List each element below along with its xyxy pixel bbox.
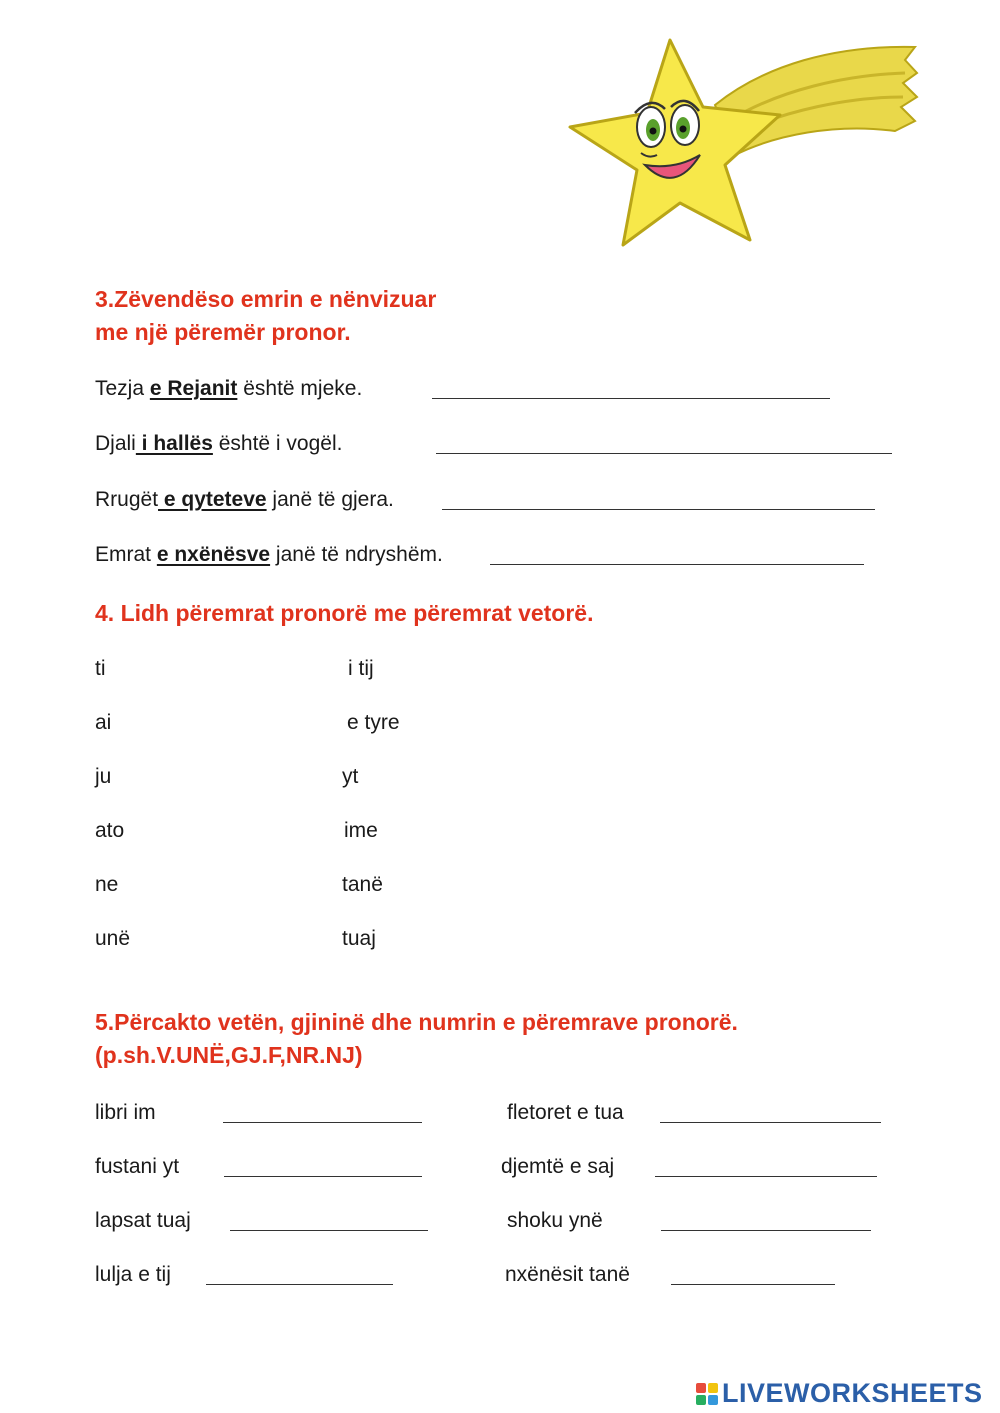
section3-title	[95, 283, 436, 349]
phrase-left-2: fustani yt	[95, 1155, 180, 1178]
match-left-5[interactable]: ne	[95, 873, 119, 896]
sentence-text: Emrat	[95, 543, 157, 566]
shooting-star-illustration	[565, 35, 925, 250]
match-left-1[interactable]: ti	[95, 657, 106, 680]
phrase-right-4: nxënësit tanë	[505, 1263, 630, 1286]
answer-line-2[interactable]	[436, 453, 892, 454]
answer-line-left-2[interactable]	[224, 1176, 422, 1177]
star-body	[570, 40, 780, 245]
sentence-1	[95, 377, 362, 401]
phrase-left-3: lapsat tuaj	[95, 1209, 191, 1232]
answer-line-right-1[interactable]	[660, 1122, 881, 1123]
answer-line-right-4[interactable]	[671, 1284, 835, 1285]
section3-title-line2: me një përemër pronor.	[95, 319, 351, 345]
logo-text: LIVEWORKSHEETS	[722, 1378, 983, 1408]
underlined-noun: i hallës	[135, 432, 213, 455]
match-right-4[interactable]: ime	[344, 819, 378, 842]
section4-title: 4. Lidh përemrat pronorë me përemrat vetorë.	[95, 600, 594, 626]
section3-title-line1: 3.Zëvendëso emrin e nënvizuar	[95, 286, 437, 312]
match-right-2[interactable]: e tyre	[347, 711, 400, 734]
section5-title-line1: 5.Përcakto vetën, gjininë dhe numrin e përemrave pronorë.	[95, 1009, 738, 1035]
sentence-text: Rrugët	[95, 488, 159, 511]
sentence-text: është i vogël.	[212, 432, 343, 455]
phrase-right-3: shoku ynë	[507, 1209, 603, 1232]
phrase-left-1: libri im	[95, 1101, 156, 1124]
match-left-6[interactable]: unë	[95, 927, 131, 950]
sentence-4	[95, 543, 443, 567]
underlined-noun: e qyteteve	[158, 488, 267, 511]
sentence-3	[95, 488, 394, 512]
match-left-2[interactable]: ai	[95, 711, 112, 734]
answer-line-1[interactable]	[432, 398, 830, 399]
match-left-3[interactable]: ju	[95, 765, 112, 788]
underlined-noun: e Rejanit	[149, 377, 238, 400]
sentence-2	[95, 432, 342, 456]
sentence-text: janë të ndryshëm.	[270, 543, 443, 566]
match-right-5[interactable]: tanë	[342, 873, 383, 896]
answer-line-4[interactable]	[490, 564, 864, 565]
phrase-right-1: fletoret e tua	[507, 1101, 624, 1124]
liveworksheets-logo	[696, 1378, 983, 1409]
match-right-6[interactable]: tuaj	[342, 927, 376, 950]
sentence-text: është mjeke.	[237, 377, 363, 400]
answer-line-left-3[interactable]	[230, 1230, 428, 1231]
sentence-text: janë të gjera.	[266, 488, 394, 511]
answer-line-right-2[interactable]	[655, 1176, 877, 1177]
answer-line-left-1[interactable]	[223, 1122, 422, 1123]
match-left-4[interactable]: ato	[95, 819, 125, 842]
answer-line-left-4[interactable]	[206, 1284, 393, 1285]
section5-title	[95, 1006, 738, 1072]
match-right-1[interactable]: i tij	[348, 657, 374, 680]
phrase-right-2: djemtë e saj	[501, 1155, 615, 1178]
sentence-text: Djali	[95, 432, 136, 455]
match-right-3[interactable]: yt	[342, 765, 359, 788]
sentence-text: Tezja	[95, 377, 150, 400]
phrase-left-4: lulja e tij	[95, 1263, 171, 1286]
section5-title-line2: (p.sh.V.UNË,GJ.F,NR.NJ)	[95, 1042, 363, 1068]
answer-line-right-3[interactable]	[661, 1230, 871, 1231]
answer-line-3[interactable]	[442, 509, 875, 510]
underlined-noun: e nxënësve	[156, 543, 271, 566]
logo-mark-icon	[696, 1383, 718, 1405]
